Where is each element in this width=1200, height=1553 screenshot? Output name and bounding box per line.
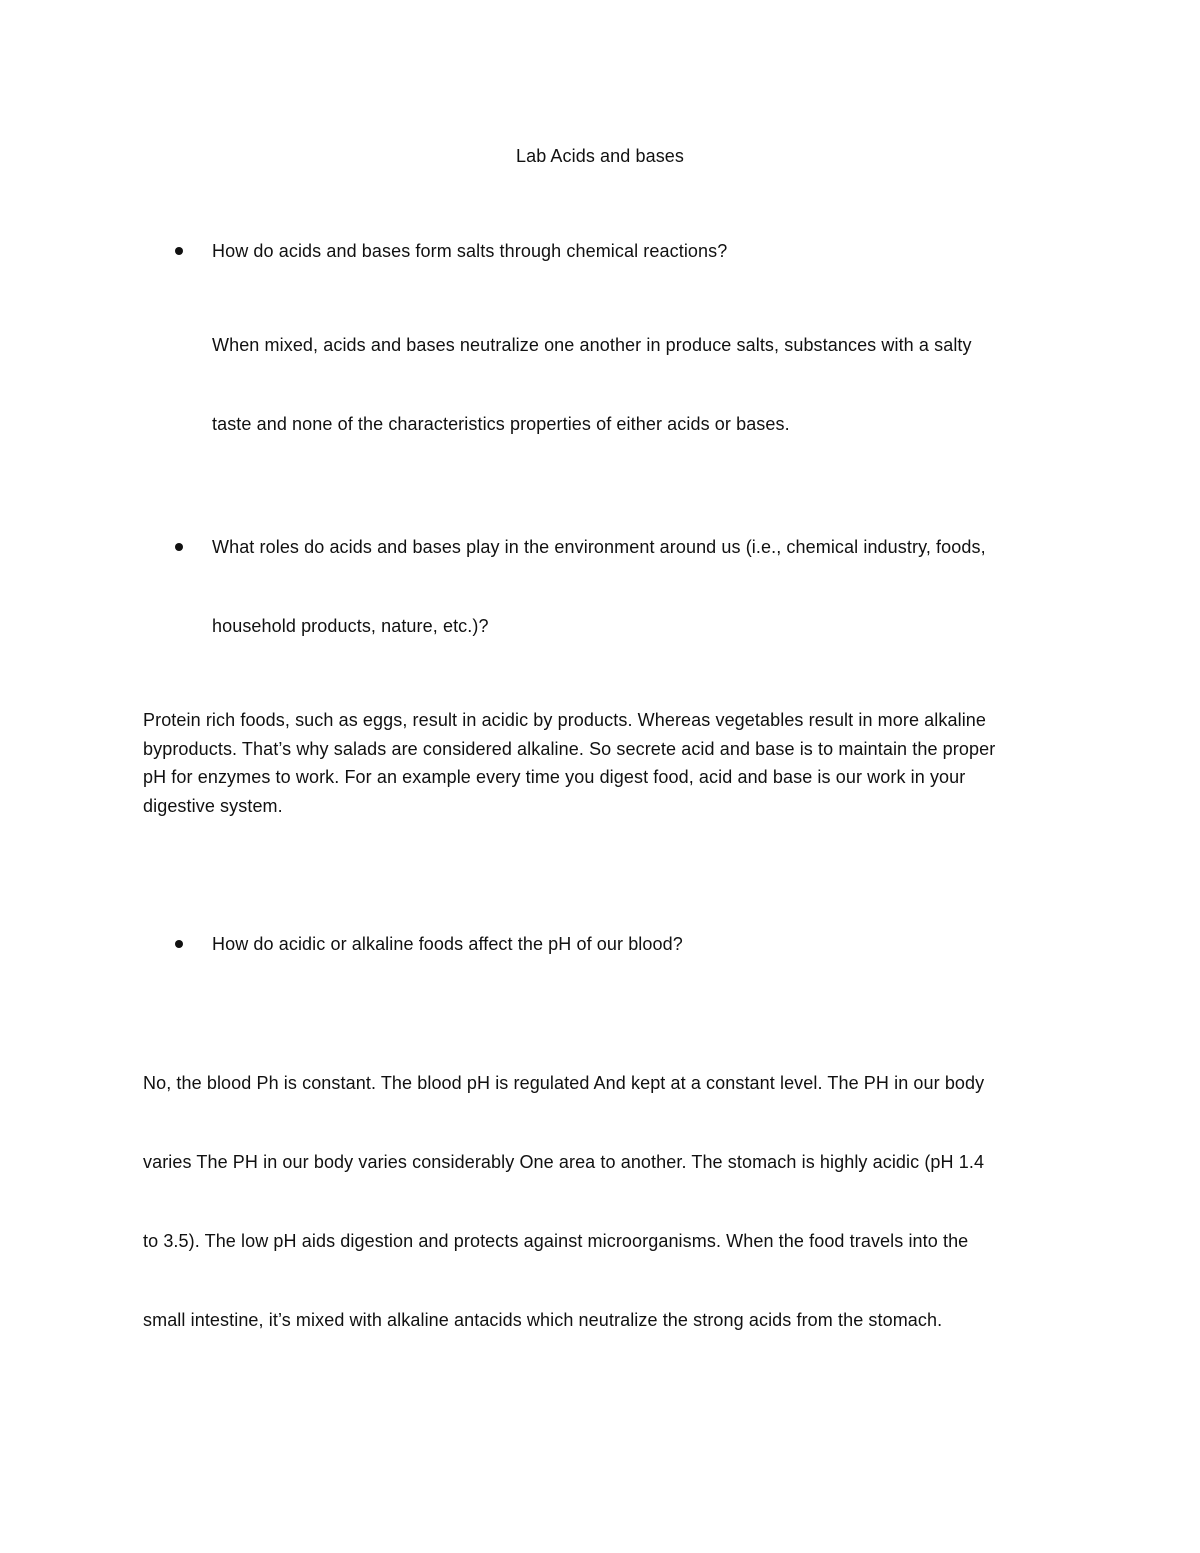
answer-3-line-3: to 3.5). The low pH aids digestion and protects against microorganisms. When the food travels into the [143, 1231, 969, 1251]
question-2-line-2: household products, nature, etc.)? [212, 616, 489, 636]
answer-2-line-1: Protein rich foods, such as eggs, result in acidic by products. Whereas vegetables result in more alkaline [143, 710, 987, 730]
answer-2-line-3: pH for enzymes to work. For an example every time you digest food, acid and base is our work in your [143, 767, 966, 787]
question-1: How do acids and bases form salts through chemical reactions? [212, 241, 728, 261]
document-title: Lab Acids and bases [515, 146, 685, 166]
bullet-icon [175, 543, 183, 551]
answer-3-line-2: varies The PH in our body varies considerably One area to another. The stomach is highly acidic (pH 1.4 [143, 1152, 985, 1172]
question-3: How do acidic or alkaline foods affect the pH of our blood? [212, 934, 683, 954]
bullet-icon [175, 247, 183, 255]
answer-1-line-2: taste and none of the characteristics properties of either acids or bases. [212, 414, 790, 434]
answer-1-line-1: When mixed, acids and bases neutralize one another in produce salts, substances with a salty [212, 335, 972, 355]
answer-3-line-4: small intestine, it’s mixed with alkaline antacids which neutralize the strong acids from the stomach. [143, 1310, 943, 1330]
question-2-line-1: What roles do acids and bases play in the environment around us (i.e., chemical industry, foods, [212, 537, 986, 557]
answer-2-line-4: digestive system. [143, 796, 283, 816]
answer-3-line-1: No, the blood Ph is constant. The blood pH is regulated And kept at a constant level. The PH in our body [143, 1073, 985, 1093]
answer-2-line-2: byproducts. That’s why salads are considered alkaline. So secrete acid and base is to maintain the proper [143, 739, 996, 759]
bullet-icon [175, 940, 183, 948]
